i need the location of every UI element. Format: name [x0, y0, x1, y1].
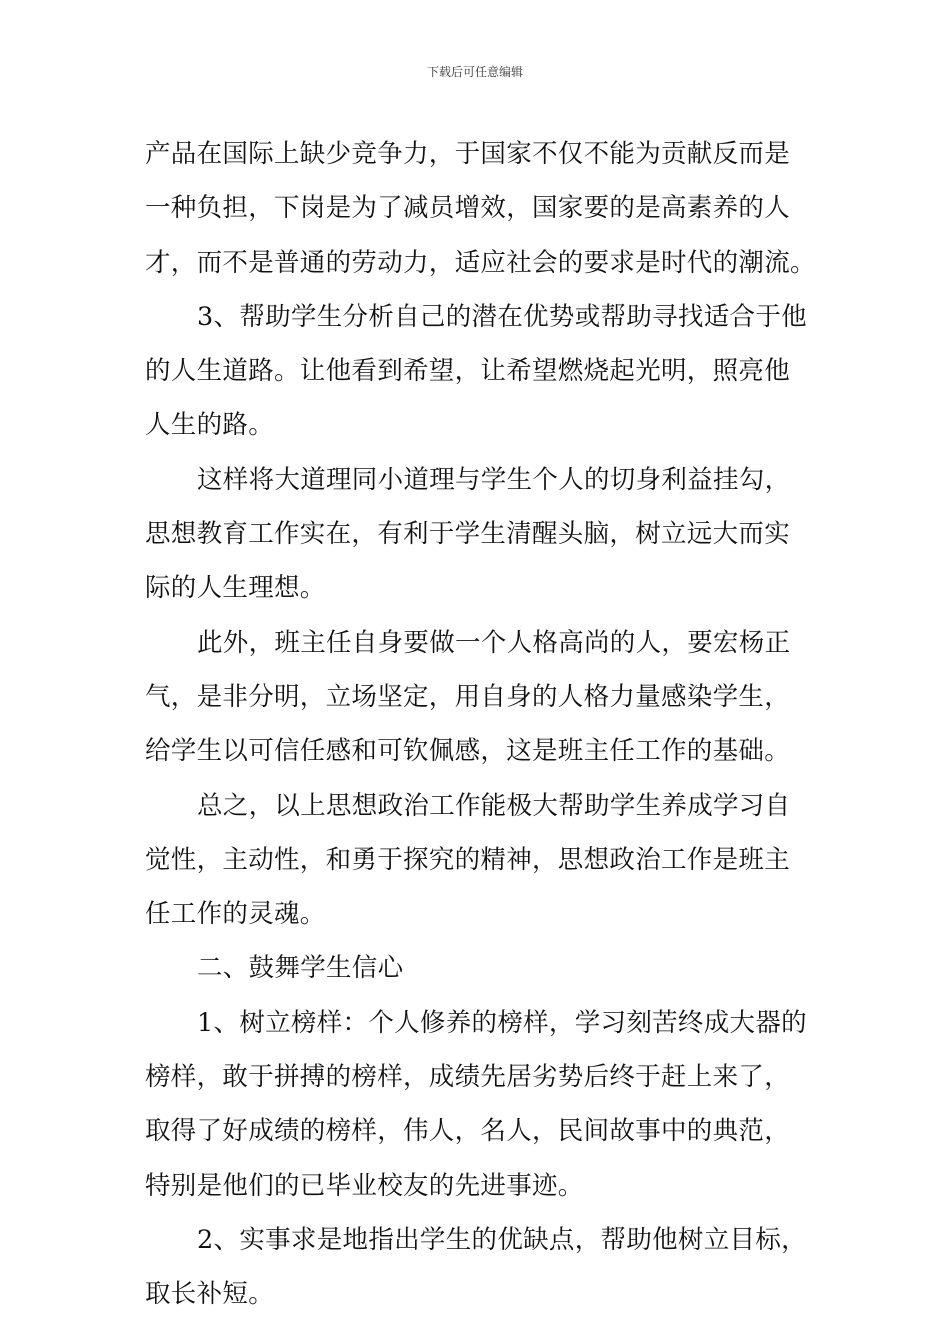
- text-line: 2、实事求是地指出学生的优缺点，帮助他树立目标，: [197, 1224, 807, 1255]
- text-line: 思想教育工作实在，有利于学生清醒头脑，树立远大而实: [145, 519, 791, 550]
- text-line: 此外，班主任自身要做一个人格高尚的人，要宏杨正: [197, 627, 791, 658]
- text-line: 总之，以上思想政治工作能极大帮助学生养成学习自: [197, 790, 791, 821]
- page-header: 下载后可任意编辑: [426, 65, 523, 79]
- text-line: 觉性，主动性，和勇于探究的精神，思想政治工作是班主: [145, 844, 791, 875]
- text-line: 任工作的灵魂。: [145, 899, 326, 930]
- text-line: 气，是非分明，立场坚定，用自身的人格力量感染学生，: [145, 681, 791, 712]
- text-line: 取得了好成绩的榜样，伟人，名人，民间故事中的典范，: [145, 1116, 791, 1147]
- text-line: 人生的路。: [145, 410, 275, 441]
- text-line: 际的人生理想。: [145, 573, 326, 604]
- text-line: 3、帮助学生分析自己的潜在优势或帮助寻找适合于他: [197, 301, 807, 332]
- text-line: 1、树立榜样：个人修养的榜样，学习刻苦终成大器的: [197, 1007, 807, 1038]
- text-line: 这样将大道理同小道理与学生个人的切身利益挂勾，: [197, 464, 791, 495]
- text-line: 给学生以可信任感和可钦佩感，这是班主任工作的基础。: [145, 736, 791, 767]
- text-line: 特别是他们的已毕业校友的先进事迹。: [145, 1170, 584, 1201]
- text-line: 的人生道路。让他看到希望，让希望燃烧起光明，照亮他: [145, 356, 791, 387]
- section-heading: 二、鼓舞学生信心: [197, 953, 404, 984]
- text-line: 一种负担，下岗是为了减员增效，国家要的是高素养的人: [145, 193, 791, 224]
- text-line: 取长补短。: [145, 1279, 275, 1310]
- text-line: 榜样，敢于拼搏的榜样，成绩先居劣势后终于赶上来了，: [145, 1062, 791, 1093]
- text-line: 产品在国际上缺少竞争力，于国家不仅不能为贡献反而是: [145, 139, 791, 169]
- body-text: [145, 127, 816, 1322]
- text-line: 才，而不是普通的劳动力，适应社会的要求是时代的潮流。: [145, 247, 816, 278]
